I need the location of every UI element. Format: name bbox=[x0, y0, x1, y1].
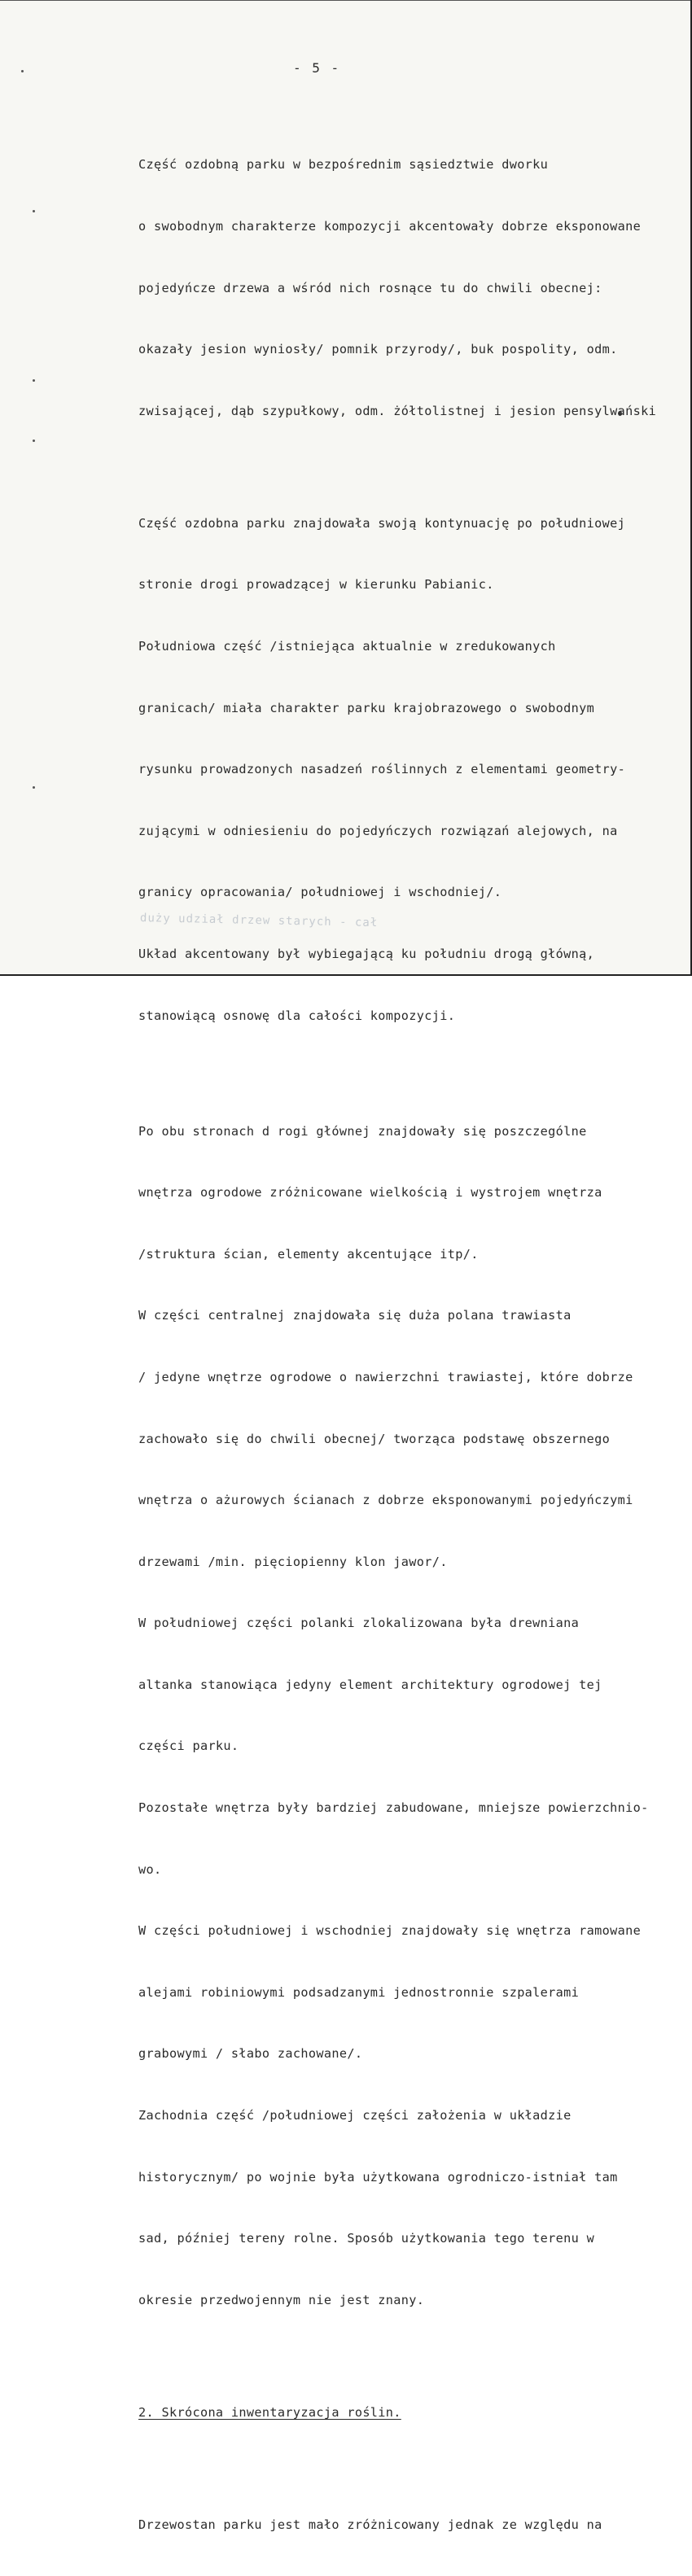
page-number: - 5 - bbox=[293, 60, 341, 76]
text-line: wo. bbox=[138, 1861, 162, 1877]
text-line: grabowymi / słabo zachowane/. bbox=[138, 2046, 363, 2062]
text-line: sad, później tereny rolne. Sposób użytkowania tego terenu w bbox=[138, 2231, 595, 2246]
text-line: drzewami /min. pięciopienny klon jawor/. bbox=[138, 1554, 448, 1569]
text-line: stronie drogi prowadzącej w kierunku Pabianic. bbox=[138, 577, 494, 593]
text-line: Po obu stronach d rogi głównej znajdowały się poszczególne bbox=[138, 1123, 587, 1139]
text-line: wnętrza ogrodowe zróżnicowane wielkością i wystrojem wnętrza bbox=[138, 1185, 602, 1201]
paragraph-gap bbox=[138, 2464, 692, 2473]
scan-edge-top bbox=[0, 0, 692, 1]
text-line: granicy opracowania/ południowej i wschodniej/. bbox=[138, 885, 502, 900]
text-line: wnętrza o ażurowych ścianach z dobrze eksponowanymi pojedyńczymi bbox=[138, 1493, 633, 1508]
paragraph-gap bbox=[138, 462, 692, 472]
text-line: rysunku prowadzonych nasadzeń roślinnych z elementami geometry- bbox=[138, 762, 626, 777]
text-line: Część ozdobna parku znajdowała swoją kontynuację po południowej bbox=[138, 515, 626, 531]
section-heading: 2. Skrócona inwentaryzacja roślin. bbox=[138, 2404, 401, 2420]
text-line: Układ akcentowany był wybiegającą ku południu drogą główną, bbox=[138, 946, 595, 961]
text-line: okazały jesion wyniosły/ pomnik przyrody/, buk pospolity, odm. bbox=[138, 342, 618, 357]
punch-mark bbox=[21, 70, 24, 72]
paragraph-gap bbox=[138, 1067, 692, 1080]
paragraph-gap bbox=[138, 2351, 692, 2361]
text-line: zwisającej, dąb szypułkowy, odm. żółtolistnej i jesion pensylwański bbox=[138, 403, 657, 418]
text-line: zującymi w odniesieniu do pojedyńczych rozwiązań alejowych, na bbox=[138, 823, 618, 838]
faint-continuation-text: duży udział drzew starych - cał bbox=[139, 912, 379, 930]
text-line: okresie przedwojennym nie jest znany. bbox=[138, 2292, 425, 2307]
text-line: alejami robiniowymi podsadzanymi jednostronnie szpalerami bbox=[138, 1984, 580, 2000]
body-text bbox=[138, 114, 692, 2576]
text-line: /struktura ścian, elementy akcentujące itp/. bbox=[138, 1246, 479, 1262]
text-line: zachowało się do chwili obecnej/ tworząca podstawę obszernego bbox=[138, 1431, 611, 1446]
text-line: pojedyńcze drzewa a wśród nich rosnące tu do chwili obecnej: bbox=[138, 280, 602, 295]
text-line: granicach/ miała charakter parku krajobrazowego o swobodnym bbox=[138, 700, 595, 715]
text-line: Południowa część /istniejąca aktualnie w zredukowanych bbox=[138, 638, 556, 654]
text-line: stanowiącą osnowę dla całości kompozycji. bbox=[138, 1008, 456, 1023]
text-line: W części południowej i wschodniej znajdowały się wnętrza ramowane bbox=[138, 1923, 642, 1939]
text-line: altanka stanowiąca jedyny element architektury ogrodowej tej bbox=[138, 1677, 602, 1692]
text-line: Część ozdobną parku w bezpośrednim sąsiedztwie dworku bbox=[138, 157, 549, 173]
closing-line: Drzewostan parku jest mało zróżnicowany jednak ze względu na bbox=[138, 2517, 602, 2532]
punch-mark bbox=[33, 440, 35, 442]
text-line: / jedyne wnętrze ogrodowe o nawierzchni trawiastej, które dobrze bbox=[138, 1369, 633, 1384]
punch-mark bbox=[33, 210, 35, 212]
text-line: historycznym/ po wojnie była użytkowana ogrodniczo-istniał tam bbox=[138, 2169, 618, 2185]
text-line: W południowej części polanki zlokalizowana była drewniana bbox=[138, 1616, 580, 1631]
text-line: Zachodnia część /południowej części założenia w układzie bbox=[138, 2108, 572, 2123]
text-line: części parku. bbox=[138, 1738, 239, 1754]
punch-mark bbox=[33, 379, 35, 382]
text-line: o swobodnym charakterze kompozycji akcentowały dobrze eksponowane bbox=[138, 219, 642, 234]
text-line: Pozostałe wnętrza były bardziej zabudowane, mniejsze powierzchnio- bbox=[138, 1800, 649, 1816]
punch-mark bbox=[33, 786, 35, 789]
text-line: W części centralnej znajdowała się duża polana trawiasta bbox=[138, 1308, 572, 1323]
